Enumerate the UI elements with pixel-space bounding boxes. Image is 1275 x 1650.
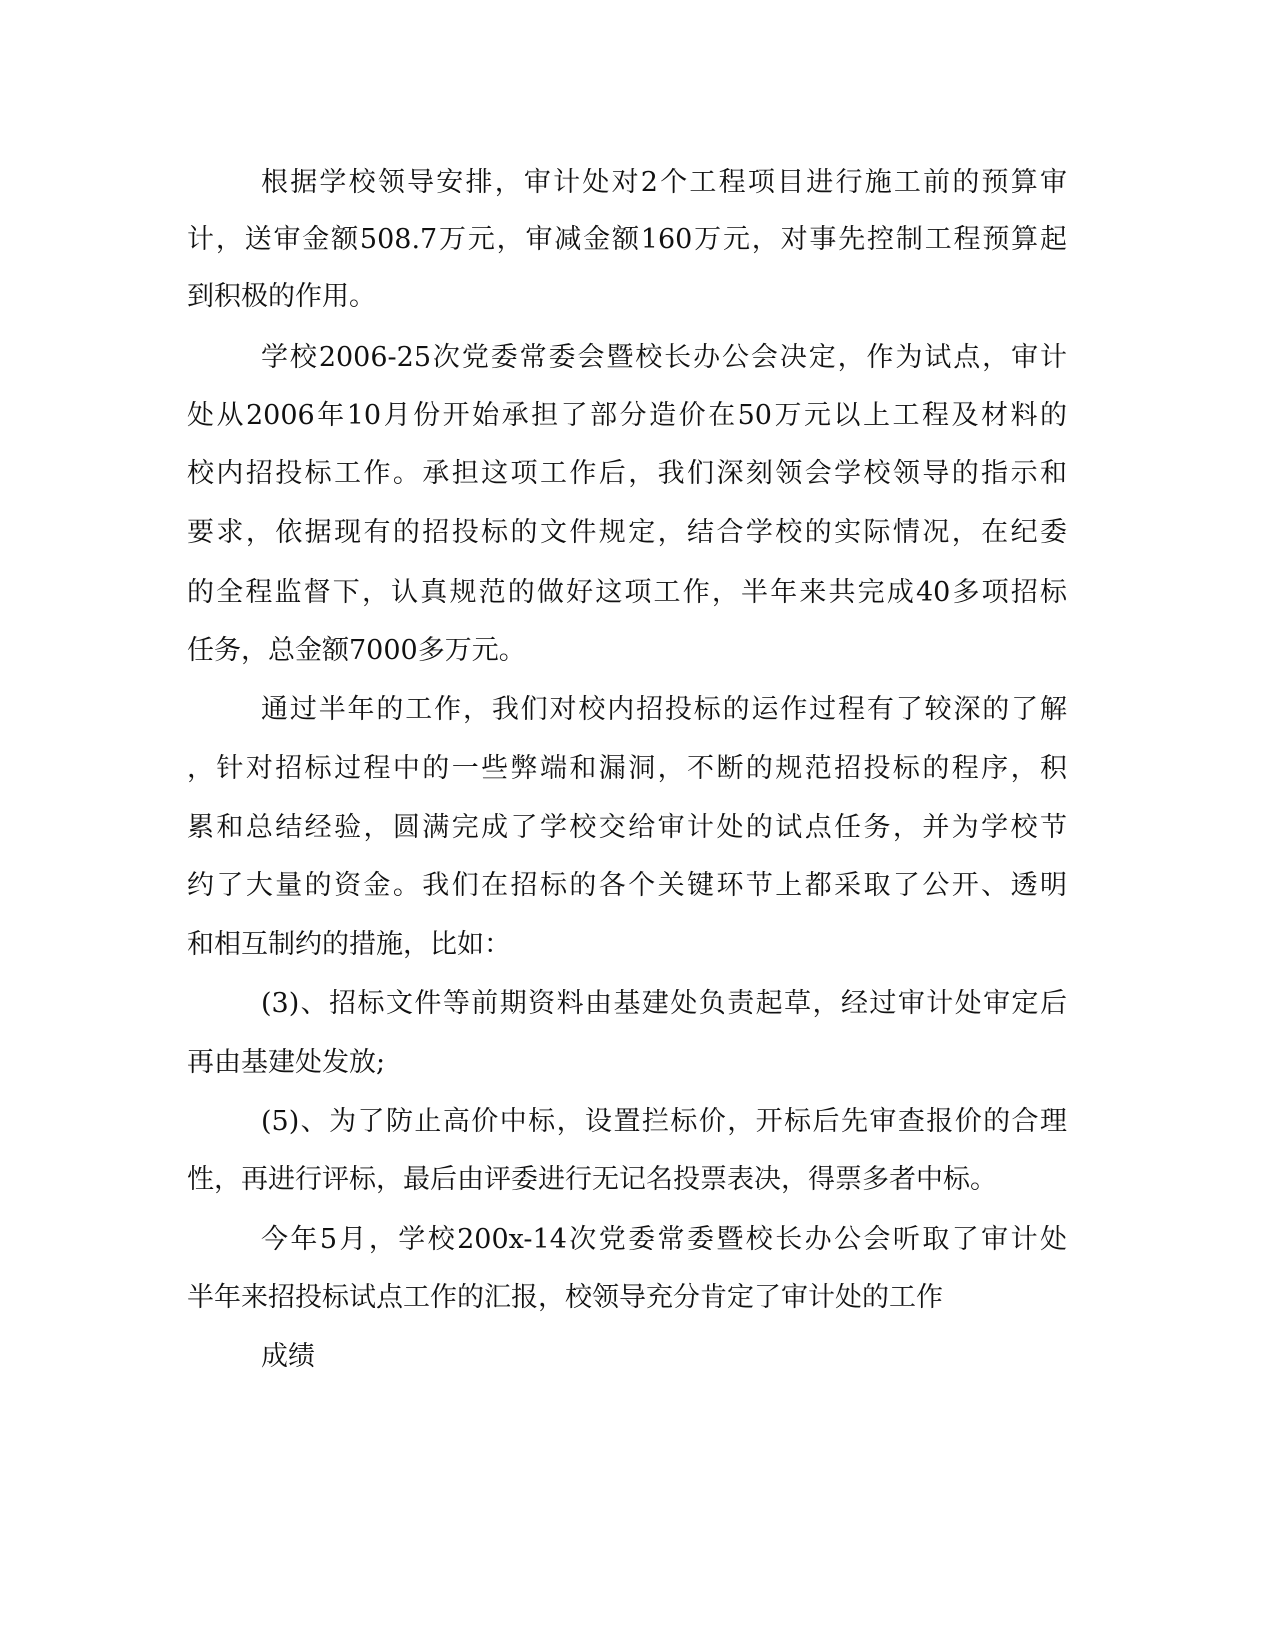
paragraph-2-line-3: 校内招投标工作。承担这项工作后，我们深刻领会学校领导的指示和: [187, 458, 1067, 489]
paragraph-2-line-4: 要求，依据现有的招投标的文件规定，结合学校的实际情况，在纪委: [187, 517, 1067, 548]
paragraph-2-line-5: 的全程监督下，认真规范的做好这项工作，半年来共完成40多项招标: [187, 577, 1067, 608]
paragraph-4-line-2: 再由基建处发放;: [187, 1047, 386, 1078]
paragraph-1-line-3: 到积极的作用。: [187, 281, 376, 312]
paragraph-2-line-6: 任务，总金额7000多万元。: [187, 635, 526, 666]
paragraph-1-line-2: 计，送审金额508.7万元，审减金额160万元，对事先控制工程预算起: [187, 224, 1067, 255]
paragraph-3-line-2: ，针对招标过程中的一些弊端和漏洞，不断的规范招投标的程序，积: [187, 753, 1067, 784]
paragraph-7-line-1: 成绩: [261, 1341, 315, 1372]
paragraph-3-line-4: 约了大量的资金。我们在招标的各个关键环节上都采取了公开、透明: [187, 870, 1067, 901]
paragraph-1-line-1: 根据学校领导安排，审计处对2个工程项目进行施工前的预算审: [261, 167, 1067, 198]
paragraph-3-line-5: 和相互制约的措施，比如：: [187, 929, 511, 960]
paragraph-3-line-1: 通过半年的工作，我们对校内招投标的运作过程有了较深的了解: [261, 694, 1067, 725]
paragraph-2-line-2: 处从2006年10月份开始承担了部分造价在50万元以上工程及材料的: [187, 400, 1067, 431]
paragraph-2-line-1: 学校2006-25次党委常委会暨校长办公会决定，作为试点，审计: [261, 342, 1067, 373]
paragraph-5-line-1: (5)、为了防止高价中标，设置拦标价，开标后先审查报价的合理: [261, 1106, 1067, 1137]
paragraph-3-line-3: 累和总结经验，圆满完成了学校交给审计处的试点任务，并为学校节: [187, 812, 1067, 843]
paragraph-6-line-2: 半年来招投标试点工作的汇报，校领导充分肯定了审计处的工作: [187, 1282, 943, 1313]
paragraph-5-line-2: 性，再进行评标，最后由评委进行无记名投票表决，得票多者中标。: [187, 1164, 997, 1195]
paragraph-4-line-1: (3)、招标文件等前期资料由基建处负责起草，经过审计处审定后: [261, 988, 1067, 1019]
paragraph-6-line-1: 今年5月，学校200x-14次党委常委暨校长办公会听取了审计处: [261, 1224, 1067, 1255]
